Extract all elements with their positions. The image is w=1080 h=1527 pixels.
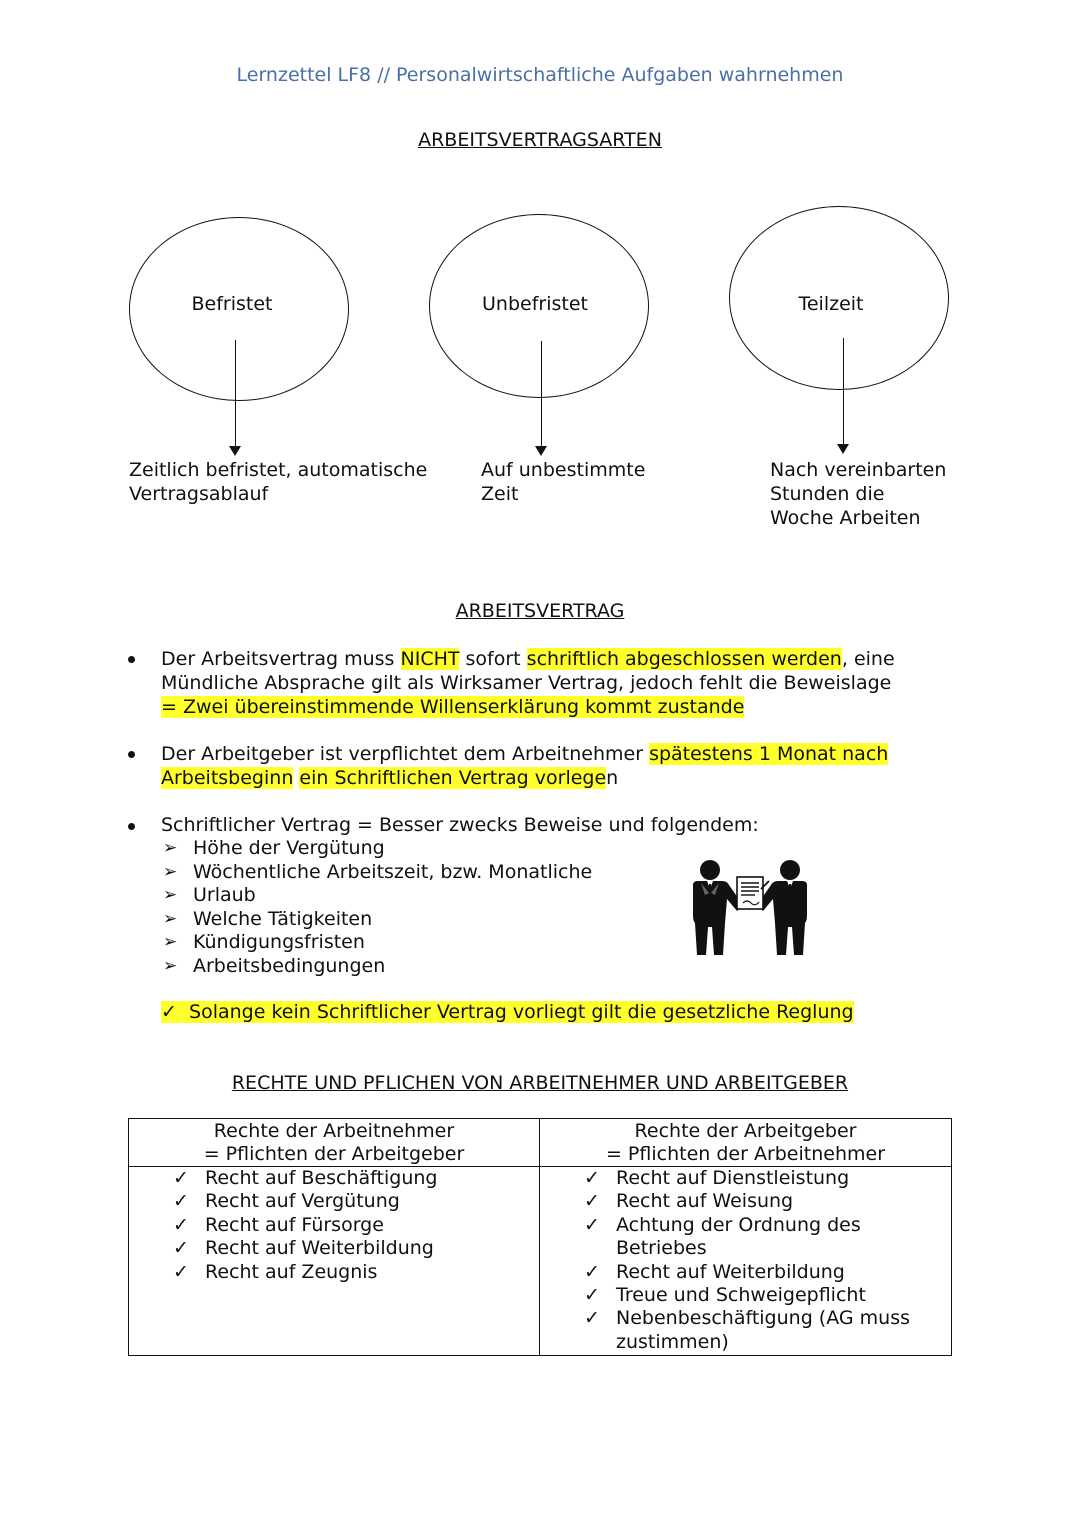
check-icon: ✓ <box>173 1190 189 1213</box>
circle-label-befristet: Befristet <box>191 293 273 315</box>
check-icon: ✓ <box>584 1213 600 1236</box>
cell-rechte-arbeitgeber <box>540 1167 952 1356</box>
bullet-icon <box>128 656 135 663</box>
list-item: ✓ Recht auf Vergütung <box>173 1190 400 1213</box>
description-teilzeit: Nach vereinbarten Stunden die Woche Arbeiten <box>770 459 947 529</box>
description-unbefristet: Auf unbestimmte Zeit <box>481 459 646 505</box>
list-item: ✓ Recht auf Weiterbildung <box>173 1237 434 1260</box>
check-icon: ✓ <box>173 1167 189 1189</box>
list-item: ✓ Recht auf Fürsorge <box>173 1213 384 1236</box>
arrow-down-icon <box>535 446 547 456</box>
arrow-down-icon <box>837 444 849 454</box>
circle-label-teilzeit: Teilzeit <box>798 293 864 315</box>
handshake-contract-icon <box>685 853 815 957</box>
check-icon: ✓ <box>584 1260 600 1283</box>
header-rechte-arbeitnehmer: Rechte der Arbeitnehmer = Pflichten der Arbeitgeber <box>129 1119 540 1167</box>
header-rechte-arbeitgeber: Rechte der Arbeitgeber = Pflichten der Arbeitnehmer <box>540 1119 952 1167</box>
list-item: ✓ Recht auf Zeugnis <box>173 1260 378 1283</box>
section-title-arbeitsvertrag: ARBEITSVERTRAG <box>455 600 625 622</box>
list-item: ➢ Urlaub <box>161 884 861 908</box>
check-icon: ✓ <box>584 1284 600 1307</box>
list-item: ✓ Achtung der Ordnung des Betriebes <box>584 1213 861 1260</box>
section-title-vertragsarten: ARBEITSVERTRAGSARTEN <box>418 129 662 151</box>
section-title-rechte: RECHTE UND PFLICHEN VON ARBEITNEHMER UND ARBEITGEBER <box>231 1072 849 1094</box>
list-item: ✓ Recht auf Weisung <box>584 1190 794 1213</box>
rights-table <box>128 1118 952 1356</box>
list-item: ✓ Recht auf Beschäftigung <box>173 1167 438 1189</box>
list-item: ➢ Wöchentliche Arbeitszeit, bzw. Monatliche <box>161 861 861 885</box>
list-item: ✓ Treue und Schweigepflicht <box>584 1284 866 1307</box>
paragraph-schriftform: Der Arbeitsvertrag muss NICHT sofort schriftlich abgeschlossen werden, eine Mündliche Absprache gilt als Wirksamer Vertrag, jedoch fehlt die Beweislage = Zwei übereinstimmende Willenserklärung kommt zustande <box>161 648 895 718</box>
list-item: ➢ Kündigungsfristen <box>161 931 861 955</box>
check-icon: ✓ <box>161 1001 177 1023</box>
note-gesetzliche-regelung: ✓ Solange kein Schriftlicher Vertrag vorliegt gilt die gesetzliche Reglung <box>161 1001 854 1023</box>
check-icon: ✓ <box>584 1307 600 1330</box>
arrow-line <box>843 338 844 445</box>
description-befristet: Zeitlich befristet, automatische Vertragsablauf <box>129 459 428 505</box>
arrow-line <box>541 341 542 447</box>
arrow-line <box>235 340 236 447</box>
bullet-icon <box>128 751 135 758</box>
page-header: Lernzettel LF8 // Personalwirtschaftliche Aufgaben wahrnehmen <box>236 64 844 86</box>
check-icon: ✓ <box>584 1190 600 1213</box>
check-icon: ✓ <box>173 1213 189 1236</box>
paragraph-vorlagepflicht: Der Arbeitgeber ist verpflichtet dem Arbeitnehmer spätestens 1 Monat nach Arbeitsbeginn ein Schriftlichen Vertrag vorlegen <box>161 743 889 789</box>
list-item: ✓ Recht auf Weiterbildung <box>584 1260 845 1283</box>
list-item: ➢ Arbeitsbedingungen <box>161 955 861 979</box>
list-item: ✓ Recht auf Dienstleistung <box>584 1167 850 1189</box>
paragraph-schriftlicher-vertrag: Schriftlicher Vertrag = Besser zwecks Beweise und folgendem: ➢ Höhe der Vergütung ➢ Wöchentliche Arbeitszeit, bzw. Monatliche ➢ Urlaub ➢ Welche Tätigkeiten ➢ Kündigungsfristen ➢ Arbeitsbedingungen <box>161 813 861 978</box>
arrow-down-icon <box>229 446 241 456</box>
list-item: ➢ Höhe der Vergütung <box>161 837 861 861</box>
check-icon: ✓ <box>173 1237 189 1260</box>
list-item: ✓ Nebenbeschäftigung (AG muss zustimmen) <box>584 1307 910 1353</box>
bullet-icon <box>128 823 135 830</box>
cell-rechte-arbeitnehmer <box>129 1167 540 1356</box>
circle-label-unbefristet: Unbefristet <box>482 293 588 315</box>
check-icon: ✓ <box>584 1167 600 1189</box>
check-icon: ✓ <box>173 1260 189 1283</box>
list-item: ➢ Welche Tätigkeiten <box>161 908 861 932</box>
